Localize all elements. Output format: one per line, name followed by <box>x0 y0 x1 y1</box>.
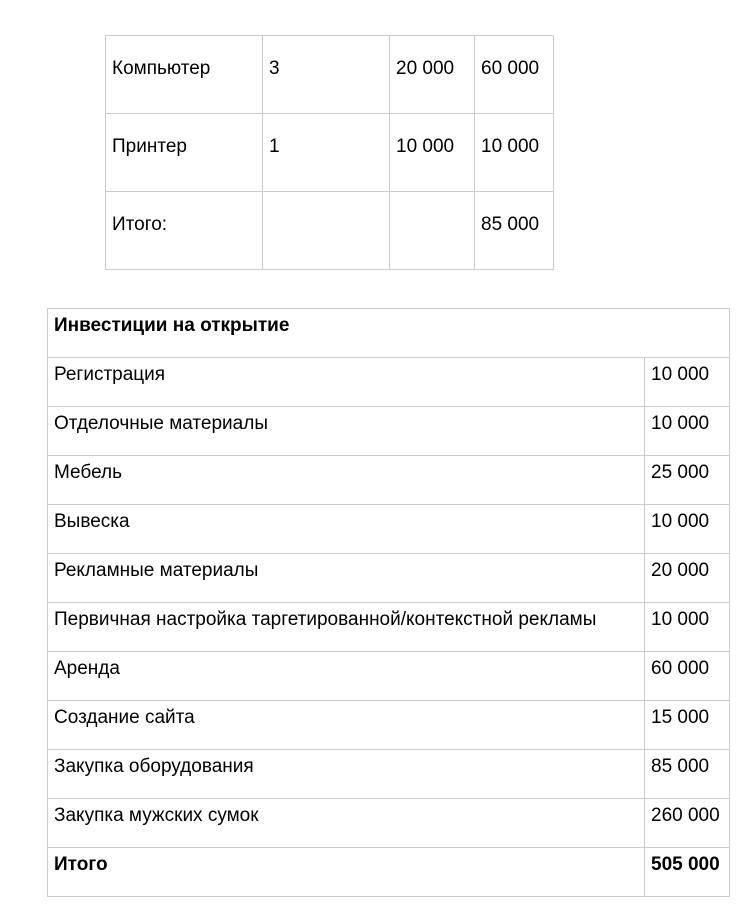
investment-amount-cell: 10 000 <box>645 505 730 554</box>
equipment-sum-cell: 10 000 <box>475 114 554 192</box>
investment-item-cell: Закупка мужских сумок <box>48 799 645 848</box>
equipment-sum-cell: 85 000 <box>475 192 554 270</box>
investment-item-cell: Аренда <box>48 652 645 701</box>
equipment-qty-cell: 1 <box>263 114 390 192</box>
investment-total-label: Итого <box>48 848 645 897</box>
equipment-sum-cell: 60 000 <box>475 36 554 114</box>
investment-amount-cell: 260 000 <box>645 799 730 848</box>
table-total-row <box>48 848 730 897</box>
table-header-row <box>48 309 730 358</box>
investment-table-title: Инвестиции на открытие <box>48 309 730 358</box>
table-row <box>48 750 730 799</box>
equipment-qty-cell: 3 <box>263 36 390 114</box>
investment-item-cell: Регистрация <box>48 358 645 407</box>
investment-item-cell: Рекламные материалы <box>48 554 645 603</box>
investment-amount-cell: 25 000 <box>645 456 730 505</box>
investment-item-cell: Вывеска <box>48 505 645 554</box>
table-row <box>48 603 730 652</box>
equipment-table <box>105 35 554 270</box>
investment-item-cell: Создание сайта <box>48 701 645 750</box>
table-row <box>48 701 730 750</box>
table-row <box>48 554 730 603</box>
equipment-name-cell: Итого: <box>106 192 263 270</box>
investment-table <box>47 308 730 897</box>
investment-total-amount: 505 000 <box>645 848 730 897</box>
table-row <box>106 114 554 192</box>
table-row <box>48 407 730 456</box>
investment-item-cell: Первичная настройка таргетированной/контекстной рекламы <box>48 603 645 652</box>
investment-amount-cell: 10 000 <box>645 407 730 456</box>
equipment-name-cell: Принтер <box>106 114 263 192</box>
investment-amount-cell: 60 000 <box>645 652 730 701</box>
table-row <box>48 505 730 554</box>
investment-amount-cell: 10 000 <box>645 358 730 407</box>
equipment-price-cell <box>390 192 475 270</box>
investment-amount-cell: 85 000 <box>645 750 730 799</box>
investment-amount-cell: 20 000 <box>645 554 730 603</box>
table-row <box>48 358 730 407</box>
investment-amount-cell: 10 000 <box>645 603 730 652</box>
table-row <box>48 652 730 701</box>
table-row <box>106 192 554 270</box>
equipment-price-cell: 20 000 <box>390 36 475 114</box>
investment-item-cell: Закупка оборудования <box>48 750 645 799</box>
table-row <box>106 36 554 114</box>
investment-item-cell: Отделочные материалы <box>48 407 645 456</box>
investment-item-cell: Мебель <box>48 456 645 505</box>
table-row <box>48 456 730 505</box>
table-row <box>48 799 730 848</box>
equipment-price-cell: 10 000 <box>390 114 475 192</box>
equipment-qty-cell <box>263 192 390 270</box>
investment-amount-cell: 15 000 <box>645 701 730 750</box>
equipment-name-cell: Компьютер <box>106 36 263 114</box>
